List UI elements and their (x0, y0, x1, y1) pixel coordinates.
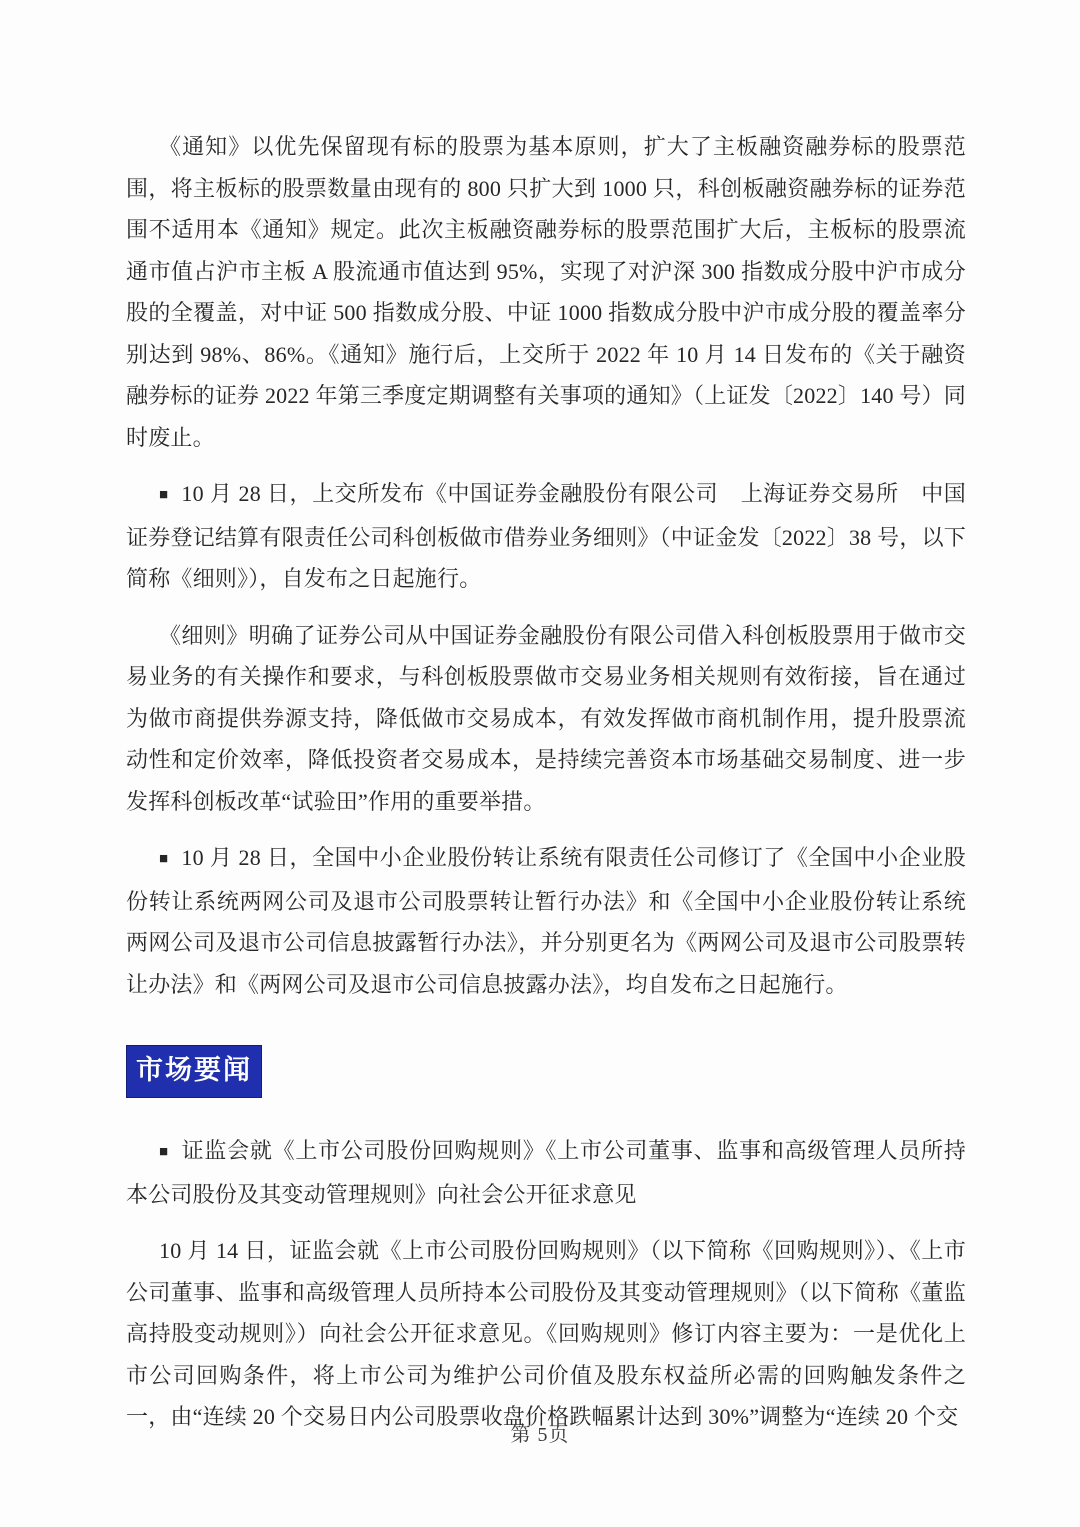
bullet-item-neeq-revision (126, 837, 966, 1005)
paragraph-csrc-details: 10 月 14 日，证监会就《上市公司股份回购规则》（以下简称《回购规则》）、《上市公司董事、监事和高级管理人员所持本公司股份及其变动管理规则》（以下简称《董监高持股变动规则》）向社会公开征求意见。《回购规则》修订内容主要为：一是优化上市公司回购条件，将上市公司为维护公司价值及股东权益所必需的回购触发条件之一，由“连续 20 个交易日内公司股票收盘价格跌幅累计达到 30%”调整为“连续 20 个交 (126, 1238, 966, 1429)
bullet-item-text: 证监会就《上市公司股份回购规则》《上市公司董事、监事和高级管理人员所持本公司股份及其变动管理规则》向社会公开征求意见 (126, 1138, 966, 1207)
section-header-market-news: 市场要闻 (126, 1045, 262, 1098)
section-header-row (126, 1045, 966, 1098)
bullet-item-csrc-consultation (126, 1130, 966, 1215)
bullet-square-icon: ■ (159, 1144, 169, 1160)
bullet-square-icon: ■ (159, 487, 169, 503)
bullet-item-sse-star-rules (126, 473, 966, 600)
bullet-item-text: 10 月 28 日，上交所发布《中国证券金融股份有限公司 上海证券交易所 中国证券登记结算有限责任公司科创板做市借券业务细则》（中证金发〔2022〕38 号，以下简称《细则》），自发布之日起施行。 (126, 481, 966, 591)
paragraph-xize-details: 《细则》明确了证券公司从中国证券金融股份有限公司借入科创板股票用于做市交易业务的有关操作和要求，与科创板股票做市交易业务相关规则有效衔接，旨在通过为做市商提供券源支持，降低做市交易成本，有效发挥做市商机制作用，提升股票流动性和定价效率，降低投资者交易成本，是持续完善资本市场基础交易制度、进一步发挥科创板改革“试验田”作用的重要举措。 (126, 622, 966, 814)
bullet-item-text: 10 月 28 日，全国中小企业股份转让系统有限责任公司修订了《全国中小企业股份转让系统两网公司及退市公司股票转让暂行办法》和《全国中小企业股份转让系统两网公司及退市公司信息披露暂行办法》，并分别更名为《两网公司及退市公司股票转让办法》和《两网公司及退市公司信息披露办法》，均自发布之日起施行。 (126, 845, 966, 997)
page-number: 第 5页 (510, 1424, 570, 1446)
bullet-square-icon: ■ (159, 851, 169, 867)
paragraph-notice-scope: 《通知》以优先保留现有标的股票为基本原则，扩大了主板融资融券标的股票范围，将主板标的股票数量由现有的 800 只扩大到 1000 只，科创板融资融券标的证券范围不适用本《通知》规定。此次主板融资融券标的股票范围扩大后，主板标的股票流通市值占沪市主板 A 股流通市值达到 95%，实现了对沪深 300 指数成分股中沪市成分股的全覆盖，对中证 500 指数成分股、中证 1000 指数成分股中沪市成分股的覆盖率分别达到 98%、86%。《通知》施行后，上交所于 2022 年 10 月 14 日发布的《关于融资融券标的证券 2022 年第三季度定期调整有关事项的通知》（上证发〔2022〕140 号）同时废止。 (126, 134, 966, 450)
